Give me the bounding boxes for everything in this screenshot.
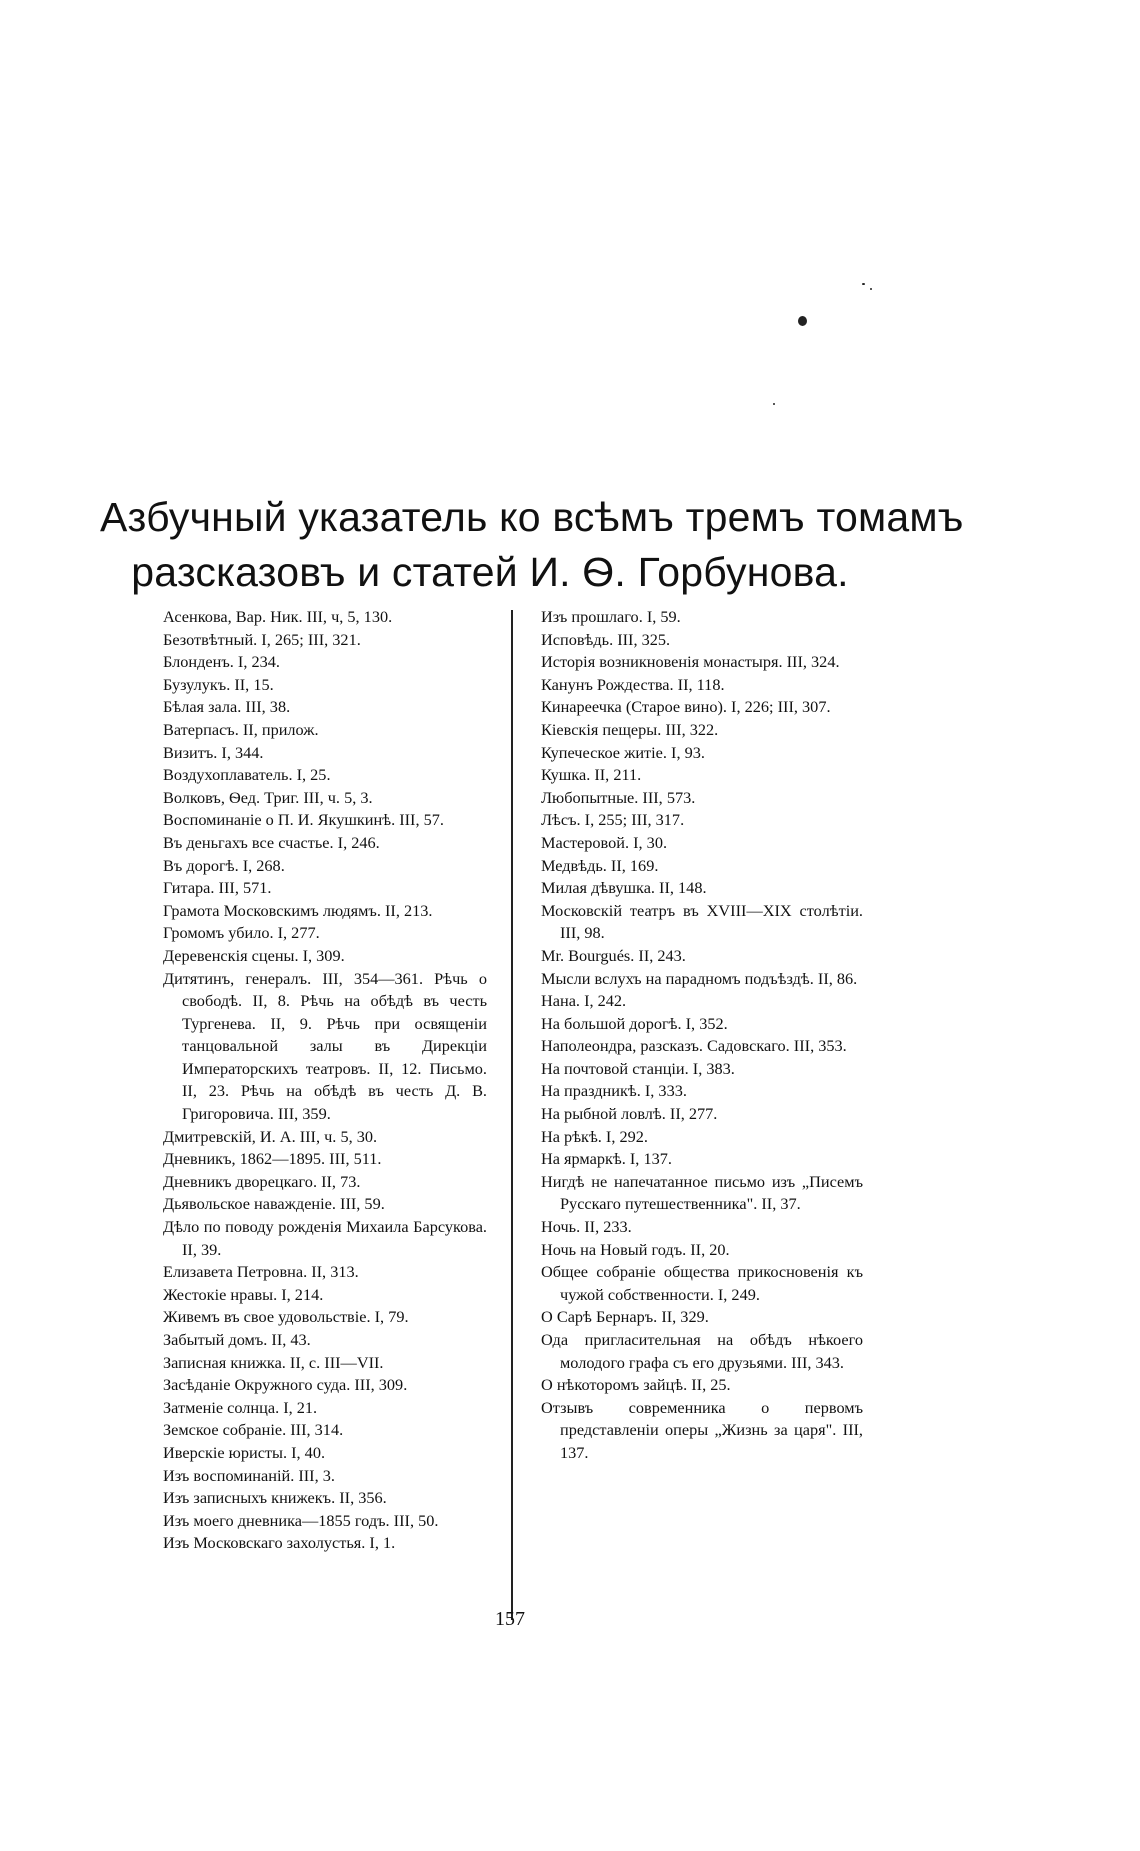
index-entry: Въ деньгахъ все счастье. I, 246. (163, 832, 380, 852)
index-column-right (541, 606, 863, 1465)
index-entry: Безотвѣтный. I, 265; III, 321. (163, 629, 361, 649)
index-entry: Изъ моего дневника—1855 годъ. III, 50. (163, 1510, 439, 1530)
index-entry: Общее собраніе общества прикосновенія къ чужой собственности. I, 249. (541, 1262, 863, 1304)
index-entry: Волковъ, Ѳед. Триг. III, ч. 5, 3. (163, 787, 373, 807)
index-entry: Засѣданіе Окружного суда. III, 309. (163, 1375, 408, 1395)
index-entry: Кинареечка (Старое вино). I, 226; III, 307. (541, 697, 831, 717)
index-entry: Бузулукъ. II, 15. (163, 674, 274, 694)
index-entry: Въ дорогѣ. I, 268. (163, 855, 285, 875)
index-entry: О Сарѣ Бернаръ. II, 329. (541, 1307, 709, 1327)
index-entry: Медвѣдь. II, 169. (541, 855, 659, 875)
index-entry: Дѣло по поводу рожденія Михаила Барсукова. II, 39. (163, 1217, 487, 1259)
index-entry: Ода пригласительная на обѣдъ нѣкоего молодого графа съ его друзьями. III, 343. (541, 1330, 863, 1372)
index-entry: Кушка. II, 211. (541, 765, 642, 785)
index-entry: Мастеровой. I, 30. (541, 832, 668, 852)
index-entry: Изъ воспоминаній. III, 3. (163, 1465, 335, 1485)
index-entry: Деревенскія сцены. I, 309. (163, 945, 345, 965)
index-entry: Mr. Bourgués. II, 243. (541, 945, 686, 965)
index-entry: Ночь. II, 233. (541, 1217, 632, 1237)
index-entry: Ватерпасъ. II, прилож. (163, 719, 319, 739)
index-entry: Московскій театръ въ XVIII—XIX столѣтіи. III, 98. (541, 900, 863, 943)
index-entry: Изъ Московскаго захолустья. I, 1. (163, 1533, 396, 1553)
index-entry: На рѣкѣ. I, 292. (541, 1126, 648, 1146)
index-entry: Исторія возникновенія монастыря. III, 324. (541, 652, 840, 672)
scan-speck (870, 288, 872, 290)
index-entry: Наполеондра, разсказъ. Садовскаго. III, 353. (541, 1036, 847, 1056)
index-entry: Иверскіе юристы. I, 40. (163, 1442, 326, 1462)
page-number: 157 (495, 1608, 525, 1630)
index-column-left (163, 606, 487, 1555)
index-entry: Записная книжка. II, с. III—VII. (163, 1352, 384, 1372)
index-entry: Громомъ убило. I, 277. (163, 923, 320, 943)
index-entry: На большой дорогѣ. I, 352. (541, 1013, 728, 1033)
index-entry: Грамота Московскимъ людямъ. II, 213. (163, 900, 433, 920)
scan-speck (862, 283, 865, 285)
index-entry: На праздникѣ. I, 333. (541, 1081, 687, 1101)
index-entry: Отзывъ современника о первомъ представленіи оперы „Жизнь за царя". III, 137. (541, 1397, 863, 1462)
index-entry: Бѣлая зала. III, 38. (163, 697, 291, 717)
index-entry: Затменіе солнца. I, 21. (163, 1397, 318, 1417)
title-line-2: разсказовъ и статей И. Ѳ. Горбунова. (131, 549, 849, 595)
index-entry: На почтовой станціи. I, 383. (541, 1058, 735, 1078)
index-entry: Изъ записныхъ книжекъ. II, 356. (163, 1488, 387, 1508)
index-entry: Елизавета Петровна. II, 313. (163, 1262, 359, 1282)
index-entry: Дмитревскій, И. А. III, ч. 5, 30. (163, 1126, 378, 1146)
index-entry: О нѣкоторомъ зайцѣ. II, 25. (541, 1375, 731, 1395)
index-entry: Воспоминаніе о П. И. Якушкинѣ. III, 57. (163, 810, 444, 830)
index-entry: Гитара. III, 571. (163, 878, 272, 898)
scan-speck (773, 403, 775, 405)
index-entry: Дитятинъ, генералъ. III, 354—361. Рѣчь о свободѣ. II, 8. Рѣчь на обѣдѣ въ честь Тургенева. II, 9. Рѣчь при освященіи танцовальной залы въ Дирекціи Императорскихъ театровъ. II, 12. Письмо. II, 23. Рѣчь на обѣдѣ въ честь Д. В. Григоровича. III, 359. (163, 968, 487, 1124)
title-line-1: Азбучный указатель ко всѣмъ тремъ томамъ (100, 494, 964, 540)
index-entry: Забытый домъ. II, 43. (163, 1330, 311, 1349)
index-entry: Нана. I, 242. (541, 991, 627, 1011)
index-entry: Исповѣдь. III, 325. (541, 629, 671, 649)
index-entry: Лѣсъ. I, 255; III, 317. (541, 810, 685, 830)
column-divider (511, 610, 513, 1620)
index-entry: Любопытные. III, 573. (541, 787, 696, 807)
index-entry: Купеческое житіе. I, 93. (541, 742, 705, 762)
index-entry: Нигдѣ не напечатанное письмо изъ „Писемъ Русскаго путешественника". II, 37. (541, 1171, 863, 1214)
index-entry: Ночь на Новый годъ. II, 20. (541, 1239, 730, 1259)
index-entry: Асенкова, Вар. Ник. III, ч, 5, 130. (163, 607, 393, 626)
index-entry: Изъ прошлаго. I, 59. (541, 607, 681, 626)
index-entry: На ярмаркѣ. I, 137. (541, 1149, 672, 1169)
index-entry: Канунъ Рождества. II, 118. (541, 674, 725, 694)
index-entry: Милая дѣвушка. II, 148. (541, 878, 707, 898)
index-entry: Мысли вслухъ на парадномъ подъѣздѣ. II, 86. (541, 968, 858, 988)
page-title (100, 490, 964, 600)
index-entry: Живемъ въ свое удовольствіе. I, 79. (163, 1307, 409, 1327)
index-entry: Дьявольское наважденіе. III, 59. (163, 1194, 385, 1214)
index-entry: Дневникъ дворецкаго. II, 73. (163, 1171, 361, 1191)
scan-speck (798, 316, 807, 326)
index-entry: Визитъ. I, 344. (163, 742, 264, 762)
index-entry: Блонденъ. I, 234. (163, 652, 280, 672)
index-entry: Кіевскія пещеры. III, 322. (541, 719, 719, 739)
index-entry: На рыбной ловлѣ. II, 277. (541, 1104, 718, 1124)
index-entry: Воздухоплаватель. I, 25. (163, 765, 331, 785)
index-entry: Дневникъ, 1862—1895. III, 511. (163, 1149, 382, 1169)
index-entry: Жестокіе нравы. I, 214. (163, 1284, 324, 1304)
index-entry: Земское собраніе. III, 314. (163, 1420, 344, 1440)
